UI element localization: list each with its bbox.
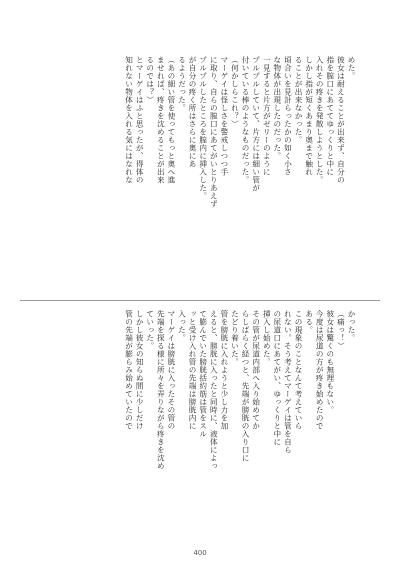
text-line: 入れその疼きを発散しようとした。	[315, 56, 325, 184]
page-number: 400	[193, 549, 207, 557]
text-line: 一見すると片方がゼリーのように	[262, 56, 272, 176]
upper-text-block	[31, 56, 356, 288]
text-line: プルプルしていて、片方には細い管が	[251, 56, 261, 192]
text-line: めた。	[347, 56, 356, 80]
text-line: の尿道口にあてがい、ゆっくりと中に	[272, 310, 282, 446]
text-line: に取り、自らの膣口にあてがいとりあえず	[209, 56, 219, 208]
text-line: な物体が出現したのだった。	[272, 56, 282, 160]
text-line: （何かしらこれ？）	[230, 56, 240, 128]
horizontal-divider	[20, 300, 380, 301]
text-line: ませれば、疼きを沈めることが出来	[156, 56, 166, 184]
text-line: 指を膣口にあててゆっくりと中に	[325, 56, 335, 176]
text-line: ある。	[304, 310, 314, 334]
text-line: 頃合いを見計らったかの如く小さ	[283, 56, 293, 176]
text-line: るのでは？）	[145, 56, 155, 104]
text-line: かった。	[347, 310, 356, 342]
text-line: 先端を探る様に所々を弄りながら疼きを沈め	[156, 310, 166, 470]
text-line: マーゲイは膀胱に入ったその管の	[166, 310, 176, 430]
text-line: て膨んでいた膀胱括約筋は管をスル	[198, 310, 208, 438]
text-line: プルプルしたところを膣内に挿入した。	[198, 56, 208, 200]
text-line: この現象のことなんて考えていら	[294, 310, 304, 430]
text-line: ることが出来なかった。	[294, 56, 304, 144]
text-line: その管が尿道内部へ入り始めてか	[251, 310, 261, 430]
text-line: ていった。	[145, 310, 155, 350]
text-line: ッと受け入れ管の先端は膀胱内に	[188, 310, 198, 430]
text-line: 挿入し始めた。	[262, 310, 272, 366]
text-line: マーゲイは怪しさを警戒しつつ手	[219, 56, 229, 176]
text-line: たどり着いた。	[230, 310, 240, 366]
text-line: れない。そう考えてマーゲイは管を自ら	[283, 310, 293, 454]
text-line: るようだった。	[177, 56, 187, 112]
text-line: 管を膀胱に入れようと少し力を加	[219, 310, 229, 430]
text-line: 付いている棒のようなものだった。	[241, 56, 251, 184]
text-line: 彼女は耐えることが出来ず、自分の	[336, 56, 346, 184]
text-line: （痛っ！）	[336, 310, 346, 350]
text-line: 管の先端が膨らみ始めていたので	[124, 310, 134, 430]
text-line: 今度は尿道の方が疼き始めたので	[315, 310, 325, 430]
text-line: しかし彼女の知らぬ間に少しだけ	[135, 310, 145, 430]
text-line: 知れない物体を入れる気にはなれな	[124, 56, 134, 184]
text-line: えると、膀胱に入ったと同時に、液体によっ	[209, 310, 219, 470]
text-line: （あの細い管を使ってもっと奥へ進	[166, 56, 176, 184]
text-line: が自分の疼く所はさらに奥にあ	[188, 56, 198, 168]
text-line: 入った。	[177, 310, 187, 342]
lower-text-block	[31, 310, 356, 542]
text-line: らしばらく経つと、先端が膀胱の入り口に	[241, 310, 251, 462]
text-line: とマーゲイはふと思ったが、得体の	[135, 56, 145, 184]
text-line: 彼女は驚くのも無理もない。	[325, 310, 335, 414]
text-line: しかし指が短くあまり奥まで触れ	[304, 56, 314, 176]
